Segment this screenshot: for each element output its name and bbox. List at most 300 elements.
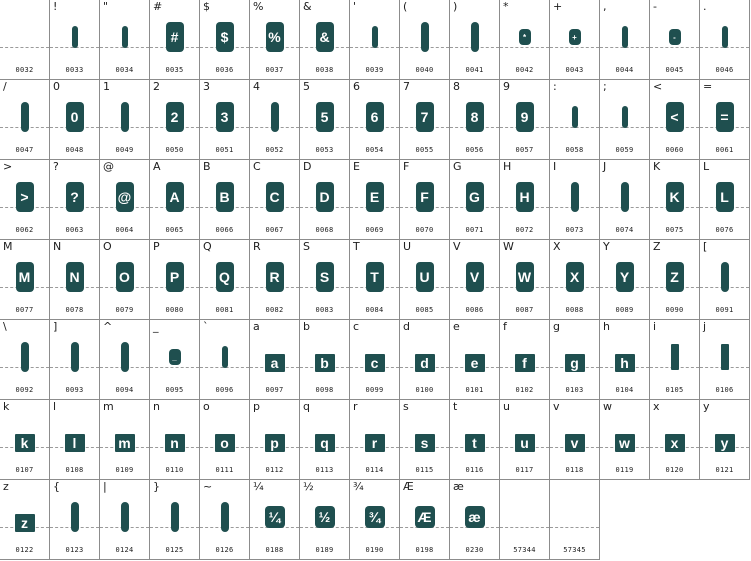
glyph-preview xyxy=(550,97,599,137)
glyph-preview xyxy=(200,497,249,537)
glyph-preview xyxy=(450,177,499,217)
glyph-character-label: ~ xyxy=(203,480,213,493)
glyph-cell xyxy=(500,80,550,160)
glyph-code-label: 0088 xyxy=(565,306,584,314)
glyph-shape-icon xyxy=(122,26,128,48)
glyph-code-label: 0230 xyxy=(465,546,484,554)
glyph-code-label: 0062 xyxy=(15,226,34,234)
glyph-preview xyxy=(200,17,249,57)
glyph-code-label: 0105 xyxy=(665,386,684,394)
glyph-preview xyxy=(250,177,299,217)
glyph-character-label: 2 xyxy=(153,80,160,93)
glyph-shape-icon: y xyxy=(715,434,735,452)
glyph-code-label: 0072 xyxy=(515,226,534,234)
glyph-character-label: 6 xyxy=(353,80,360,93)
glyph-shape-icon: x xyxy=(665,434,685,452)
glyph-preview xyxy=(100,337,149,377)
glyph-shape-icon xyxy=(621,182,629,212)
glyph-code-label: 0099 xyxy=(365,386,384,394)
glyph-code-label: 0083 xyxy=(315,306,334,314)
glyph-preview xyxy=(400,337,449,377)
glyph-shape-icon xyxy=(722,26,728,48)
glyph-code-label: 0075 xyxy=(665,226,684,234)
glyph-character-label: U xyxy=(403,240,412,253)
glyph-shape-icon: S xyxy=(316,262,334,292)
glyph-shape-icon xyxy=(671,344,679,370)
glyph-cell xyxy=(50,160,100,240)
glyph-code-label: 57345 xyxy=(563,546,586,554)
glyph-shape-icon: W xyxy=(516,262,534,292)
glyph-shape-icon xyxy=(572,106,578,128)
glyph-preview xyxy=(600,257,649,297)
glyph-character-label: S xyxy=(303,240,310,253)
glyph-character-label: æ xyxy=(453,480,464,493)
glyph-cell xyxy=(350,80,400,160)
glyph-character-label: 1 xyxy=(103,80,110,93)
glyph-preview xyxy=(550,417,599,457)
glyph-preview xyxy=(350,417,399,457)
glyph-cell xyxy=(0,160,50,240)
glyph-character-label: | xyxy=(103,480,107,493)
glyph-code-label: 0119 xyxy=(615,466,634,474)
glyph-preview xyxy=(350,177,399,217)
glyph-cell xyxy=(350,160,400,240)
glyph-code-label: 0091 xyxy=(715,306,734,314)
glyph-code-label: 0082 xyxy=(265,306,284,314)
glyph-preview xyxy=(650,417,699,457)
glyph-shape-icon: u xyxy=(515,434,535,452)
glyph-shape-icon: E xyxy=(366,182,384,212)
glyph-code-label: 0089 xyxy=(615,306,634,314)
glyph-cell xyxy=(150,320,200,400)
glyph-shape-icon: ¼ xyxy=(265,506,285,528)
glyph-code-label: 0123 xyxy=(65,546,84,554)
glyph-preview xyxy=(50,337,99,377)
glyph-character-label: t xyxy=(453,400,458,413)
glyph-shape-icon: 7 xyxy=(416,102,434,132)
glyph-preview xyxy=(50,97,99,137)
glyph-character-label: P xyxy=(153,240,160,253)
glyph-character-label: y xyxy=(703,400,710,413)
glyph-code-label: 0080 xyxy=(165,306,184,314)
glyph-shape-icon: Q xyxy=(216,262,234,292)
glyph-cell xyxy=(550,0,600,80)
glyph-character-label: = xyxy=(703,80,713,93)
glyph-shape-icon: T xyxy=(366,262,384,292)
glyph-cell xyxy=(700,320,750,400)
glyph-code-label: 0066 xyxy=(215,226,234,234)
glyph-cell xyxy=(100,400,150,480)
glyph-character-label: x xyxy=(653,400,660,413)
glyph-character-label: F xyxy=(403,160,410,173)
glyph-cell xyxy=(350,400,400,480)
glyph-character-label: < xyxy=(653,80,663,93)
glyph-preview xyxy=(50,17,99,57)
glyph-character-label: Æ xyxy=(403,480,414,493)
glyph-character-label: ; xyxy=(603,80,607,93)
glyph-character-label: ¾ xyxy=(353,480,364,493)
glyph-cell xyxy=(300,80,350,160)
glyph-shape-icon xyxy=(21,102,29,132)
glyph-character-label: ¼ xyxy=(253,480,264,493)
glyph-code-label: 0084 xyxy=(365,306,384,314)
glyph-character-label: } xyxy=(153,480,160,493)
glyph-preview xyxy=(150,17,199,57)
glyph-character-label: G xyxy=(453,160,462,173)
glyph-character-label: ) xyxy=(453,0,458,13)
glyph-shape-icon: Z xyxy=(666,262,684,292)
glyph-cell xyxy=(600,0,650,80)
glyph-cell xyxy=(450,400,500,480)
glyph-shape-icon: 9 xyxy=(516,102,534,132)
glyph-code-label: 0045 xyxy=(665,66,684,74)
glyph-preview xyxy=(250,257,299,297)
glyph-character-label: f xyxy=(503,320,507,333)
glyph-preview xyxy=(300,257,349,297)
glyph-code-label: 0059 xyxy=(615,146,634,154)
glyph-code-label: 0063 xyxy=(65,226,84,234)
glyph-cell xyxy=(350,240,400,320)
glyph-cell xyxy=(50,480,100,560)
glyph-shape-icon: r xyxy=(365,434,385,452)
glyph-shape-icon xyxy=(121,502,129,532)
glyph-character-label: " xyxy=(103,0,109,13)
glyph-preview xyxy=(0,17,49,57)
glyph-character-label: / xyxy=(3,80,7,93)
glyph-preview xyxy=(150,97,199,137)
glyph-cell xyxy=(0,480,50,560)
glyph-character-label: a xyxy=(253,320,260,333)
glyph-cell xyxy=(250,0,300,80)
glyph-shape-icon: M xyxy=(16,262,34,292)
glyph-preview xyxy=(300,337,349,377)
glyph-cell xyxy=(300,480,350,560)
glyph-character-label: V xyxy=(453,240,461,253)
glyph-code-label: 0112 xyxy=(265,466,284,474)
glyph-code-label: 0190 xyxy=(365,546,384,554)
glyph-character-label: ^ xyxy=(103,320,113,333)
glyph-shape-icon: h xyxy=(615,354,635,372)
glyph-code-label: 0109 xyxy=(115,466,134,474)
glyph-code-label: 0058 xyxy=(565,146,584,154)
glyph-character-label: X xyxy=(553,240,561,253)
glyph-code-label: 0097 xyxy=(265,386,284,394)
glyph-code-label: 57344 xyxy=(513,546,536,554)
glyph-shape-icon xyxy=(421,22,429,52)
glyph-cell xyxy=(550,400,600,480)
glyph-shape-icon xyxy=(21,342,29,372)
glyph-cell xyxy=(700,160,750,240)
glyph-preview xyxy=(500,337,549,377)
glyph-code-label: 0077 xyxy=(15,306,34,314)
glyph-preview xyxy=(700,177,749,217)
glyph-cell xyxy=(700,240,750,320)
glyph-preview xyxy=(700,97,749,137)
glyph-code-label: 0085 xyxy=(415,306,434,314)
glyph-preview xyxy=(150,177,199,217)
glyph-character-label: K xyxy=(653,160,661,173)
glyph-code-label: 0106 xyxy=(715,386,734,394)
glyph-code-label: 0086 xyxy=(465,306,484,314)
glyph-code-label: 0050 xyxy=(165,146,184,154)
glyph-character-label: l xyxy=(53,400,57,413)
glyph-cell xyxy=(150,480,200,560)
glyph-cell xyxy=(250,320,300,400)
glyph-preview xyxy=(500,417,549,457)
glyph-cell xyxy=(400,400,450,480)
glyph-shape-icon: o xyxy=(215,434,235,452)
glyph-code-label: 0061 xyxy=(715,146,734,154)
glyph-shape-icon xyxy=(221,502,229,532)
glyph-cell xyxy=(400,480,450,560)
glyph-preview xyxy=(100,177,149,217)
glyph-preview xyxy=(50,417,99,457)
glyph-code-label: 0068 xyxy=(315,226,334,234)
glyph-character-label: , xyxy=(603,0,607,13)
glyph-code-label: 0060 xyxy=(665,146,684,154)
glyph-cell xyxy=(650,80,700,160)
glyph-character-label: C xyxy=(253,160,261,173)
glyph-character-label: D xyxy=(303,160,312,173)
glyph-preview xyxy=(50,497,99,537)
glyph-preview xyxy=(100,417,149,457)
glyph-character-label: z xyxy=(3,480,9,493)
glyph-shape-icon: a xyxy=(265,354,285,372)
glyph-preview xyxy=(0,497,49,537)
glyph-shape-icon xyxy=(222,346,228,368)
glyph-code-label: 0073 xyxy=(565,226,584,234)
glyph-character-label: c xyxy=(353,320,360,333)
glyph-preview xyxy=(600,177,649,217)
glyph-preview xyxy=(0,177,49,217)
glyph-preview xyxy=(300,177,349,217)
glyph-preview xyxy=(50,177,99,217)
glyph-shape-icon: * xyxy=(519,29,531,45)
glyph-code-label: 0036 xyxy=(215,66,234,74)
glyph-shape-icon: V xyxy=(466,262,484,292)
glyph-shape-icon: æ xyxy=(465,506,485,528)
glyph-code-label: 0043 xyxy=(565,66,584,74)
glyph-shape-icon xyxy=(71,342,79,372)
glyph-cell xyxy=(550,320,600,400)
glyph-code-label: 0114 xyxy=(365,466,384,474)
glyph-cell xyxy=(450,240,500,320)
glyph-character-label: \ xyxy=(3,320,7,333)
glyph-preview xyxy=(250,417,299,457)
glyph-character-label: ½ xyxy=(303,480,314,493)
glyph-character-label: d xyxy=(403,320,410,333)
glyph-cell xyxy=(0,320,50,400)
glyph-shape-icon xyxy=(721,262,729,292)
glyph-character-label: N xyxy=(53,240,62,253)
glyph-cell xyxy=(150,160,200,240)
glyph-preview xyxy=(700,257,749,297)
glyph-code-label: 0079 xyxy=(115,306,134,314)
glyph-shape-icon: A xyxy=(166,182,184,212)
glyph-code-label: 0074 xyxy=(615,226,634,234)
glyph-cell xyxy=(100,480,150,560)
glyph-shape-icon: C xyxy=(266,182,284,212)
glyph-cell xyxy=(0,240,50,320)
glyph-character-label: A xyxy=(153,160,161,173)
glyph-cell xyxy=(0,400,50,480)
glyph-code-label: 0092 xyxy=(15,386,34,394)
glyph-cell xyxy=(150,0,200,80)
glyph-preview xyxy=(600,417,649,457)
glyph-code-label: 0108 xyxy=(65,466,84,474)
glyph-preview xyxy=(0,257,49,297)
glyph-code-label: 0035 xyxy=(165,66,184,74)
glyph-shape-icon: R xyxy=(266,262,284,292)
glyph-shape-icon: $ xyxy=(216,22,234,52)
glyph-preview xyxy=(0,417,49,457)
glyph-code-label: 0033 xyxy=(65,66,84,74)
glyph-preview xyxy=(350,17,399,57)
glyph-character-label: e xyxy=(453,320,460,333)
glyph-code-label: 0057 xyxy=(515,146,534,154)
glyph-preview xyxy=(100,97,149,137)
glyph-preview xyxy=(350,497,399,537)
glyph-code-label: 0117 xyxy=(515,466,534,474)
glyph-code-label: 0090 xyxy=(665,306,684,314)
glyph-cell xyxy=(0,80,50,160)
glyph-code-label: 0093 xyxy=(65,386,84,394)
glyph-preview xyxy=(400,97,449,137)
glyph-cell xyxy=(100,320,150,400)
glyph-shape-icon: U xyxy=(416,262,434,292)
glyph-cell xyxy=(100,80,150,160)
glyph-preview xyxy=(500,17,549,57)
glyph-code-label: 0040 xyxy=(415,66,434,74)
glyph-character-label: r xyxy=(353,400,358,413)
glyph-shape-icon: 0 xyxy=(66,102,84,132)
glyph-shape-icon xyxy=(622,26,628,48)
glyph-code-label: 0087 xyxy=(515,306,534,314)
glyph-cell xyxy=(700,0,750,80)
glyph-shape-icon: < xyxy=(666,102,684,132)
glyph-code-label: 0049 xyxy=(115,146,134,154)
glyph-character-label: Z xyxy=(653,240,661,253)
glyph-shape-icon: Y xyxy=(616,262,634,292)
glyph-shape-icon: K xyxy=(666,182,684,212)
glyph-preview xyxy=(600,17,649,57)
glyph-shape-icon: 6 xyxy=(366,102,384,132)
glyph-shape-icon xyxy=(571,182,579,212)
glyph-character-label: & xyxy=(303,0,312,13)
glyph-character-label: I xyxy=(553,160,557,173)
glyph-preview xyxy=(650,337,699,377)
glyph-preview xyxy=(200,177,249,217)
glyph-character-label: k xyxy=(3,400,10,413)
glyph-shape-icon: + xyxy=(569,29,581,45)
glyph-code-label: 0189 xyxy=(315,546,334,554)
glyph-preview xyxy=(250,497,299,537)
glyph-cell xyxy=(200,320,250,400)
glyph-cell xyxy=(500,0,550,80)
glyph-cell xyxy=(650,320,700,400)
glyph-cell xyxy=(50,400,100,480)
glyph-character-label: j xyxy=(703,320,707,333)
glyph-code-label: 0069 xyxy=(365,226,384,234)
glyph-character-label: E xyxy=(353,160,360,173)
glyph-preview xyxy=(450,497,499,537)
glyph-shape-icon: e xyxy=(465,354,485,372)
glyph-cell xyxy=(50,240,100,320)
glyph-code-label: 0116 xyxy=(465,466,484,474)
glyph-cell xyxy=(300,400,350,480)
glyph-cell xyxy=(100,240,150,320)
glyph-code-label: 0198 xyxy=(415,546,434,554)
glyph-character-label: 4 xyxy=(253,80,260,93)
glyph-cell xyxy=(200,480,250,560)
glyph-preview xyxy=(650,177,699,217)
glyph-preview xyxy=(250,97,299,137)
glyph-preview xyxy=(300,17,349,57)
glyph-shape-icon: 2 xyxy=(166,102,184,132)
glyph-shape-icon: d xyxy=(415,354,435,372)
glyph-cell xyxy=(700,80,750,160)
glyph-code-label: 0103 xyxy=(565,386,584,394)
glyph-cell xyxy=(200,240,250,320)
glyph-cell xyxy=(300,0,350,80)
glyph-cell xyxy=(200,160,250,240)
glyph-shape-icon xyxy=(271,102,279,132)
glyph-cell xyxy=(550,160,600,240)
glyph-cell xyxy=(600,240,650,320)
glyph-preview xyxy=(250,17,299,57)
glyph-cell xyxy=(350,480,400,560)
glyph-code-label: 0188 xyxy=(265,546,284,554)
glyph-code-label: 0054 xyxy=(365,146,384,154)
glyph-character-label: O xyxy=(103,240,112,253)
glyph-character-label: J xyxy=(603,160,607,173)
glyph-preview xyxy=(300,97,349,137)
glyph-shape-icon xyxy=(71,502,79,532)
glyph-preview xyxy=(150,497,199,537)
glyph-character-label: o xyxy=(203,400,210,413)
glyph-character-label: q xyxy=(303,400,310,413)
glyph-preview xyxy=(650,257,699,297)
glyph-code-label: 0113 xyxy=(315,466,334,474)
glyph-cell xyxy=(450,0,500,80)
glyph-cell xyxy=(350,320,400,400)
glyph-shape-icon: l xyxy=(65,434,85,452)
glyph-shape-icon: @ xyxy=(116,182,134,212)
glyph-code-label: 0042 xyxy=(515,66,534,74)
glyph-code-label: 0038 xyxy=(315,66,334,74)
glyph-character-label: W xyxy=(503,240,514,253)
glyph-preview xyxy=(300,497,349,537)
glyph-code-label: 0076 xyxy=(715,226,734,234)
glyph-character-label: { xyxy=(53,480,60,493)
glyph-cell xyxy=(200,0,250,80)
glyph-preview xyxy=(400,417,449,457)
glyph-character-label: v xyxy=(553,400,560,413)
glyph-character-label: ] xyxy=(53,320,58,333)
glyph-shape-icon: _ xyxy=(169,349,181,365)
glyph-character-label: ! xyxy=(53,0,58,13)
glyph-preview xyxy=(200,337,249,377)
glyph-cell xyxy=(250,160,300,240)
glyph-code-label: 0102 xyxy=(515,386,534,394)
glyph-preview xyxy=(450,417,499,457)
glyph-code-label: 0101 xyxy=(465,386,484,394)
glyph-cell xyxy=(550,80,600,160)
glyph-preview xyxy=(450,17,499,57)
glyph-preview xyxy=(550,337,599,377)
glyph-shape-icon xyxy=(72,26,78,48)
glyph-shape-icon: b xyxy=(315,354,335,372)
